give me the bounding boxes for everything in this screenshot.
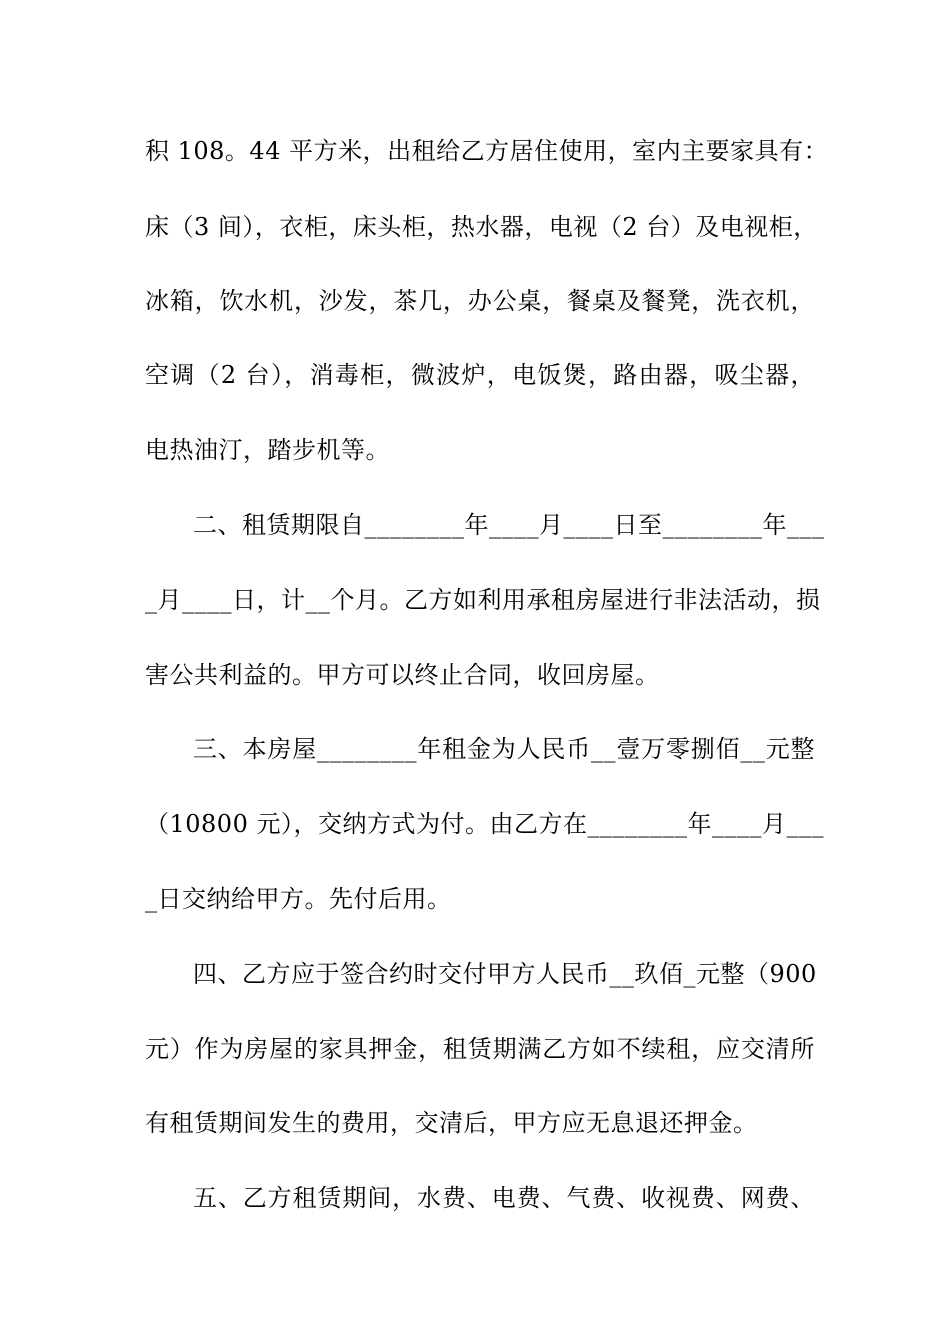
text-line: 空调（2 台），消毒柜，微波炉，电饭煲，路由器，吸尘器， <box>145 361 815 389</box>
clause-five-first-line: 五、乙方租赁期间，水费、电费、气费、收视费、网费、 <box>193 1184 815 1212</box>
text-line: 有租赁期间发生的费用，交清后，甲方应无息退还押金。 <box>145 1109 758 1137</box>
clause-three-first-line: 三、本房屋________年租金为人民币__壹万零捌佰__元整 <box>193 735 815 763</box>
text-line: _月____日，计__个月。乙方如利用承租房屋进行非法活动，损 <box>145 586 821 614</box>
text-line: 床（3 间），衣柜，床头柜，热水器，电视（2 台）及电视柜， <box>145 213 818 241</box>
text-line: 电热油汀，踏步机等。 <box>145 436 390 464</box>
text-line: 积 108。44 平方米，出租给乙方居住使用，室内主要家具有： <box>145 137 829 165</box>
text-line: 元）作为房屋的家具押金，租赁期满乙方如不续租，应交清所 <box>145 1035 815 1063</box>
clause-two-first-line: 二、租赁期限自________年____月____日至________年___ <box>193 511 825 539</box>
text-line: 害公共利益的。甲方可以终止合同，收回房屋。 <box>145 661 660 689</box>
text-line: （10800 元），交纳方式为付。由乙方在________年____月___ <box>145 810 824 838</box>
text-line: 冰箱，饮水机，沙发，茶几，办公桌，餐桌及餐凳，洗衣机， <box>145 287 815 315</box>
text-line: _日交纳给甲方。先付后用。 <box>145 885 452 913</box>
clause-four-first-line: 四、乙方应于签合约时交付甲方人民币__玖佰_元整（900 <box>193 960 817 988</box>
